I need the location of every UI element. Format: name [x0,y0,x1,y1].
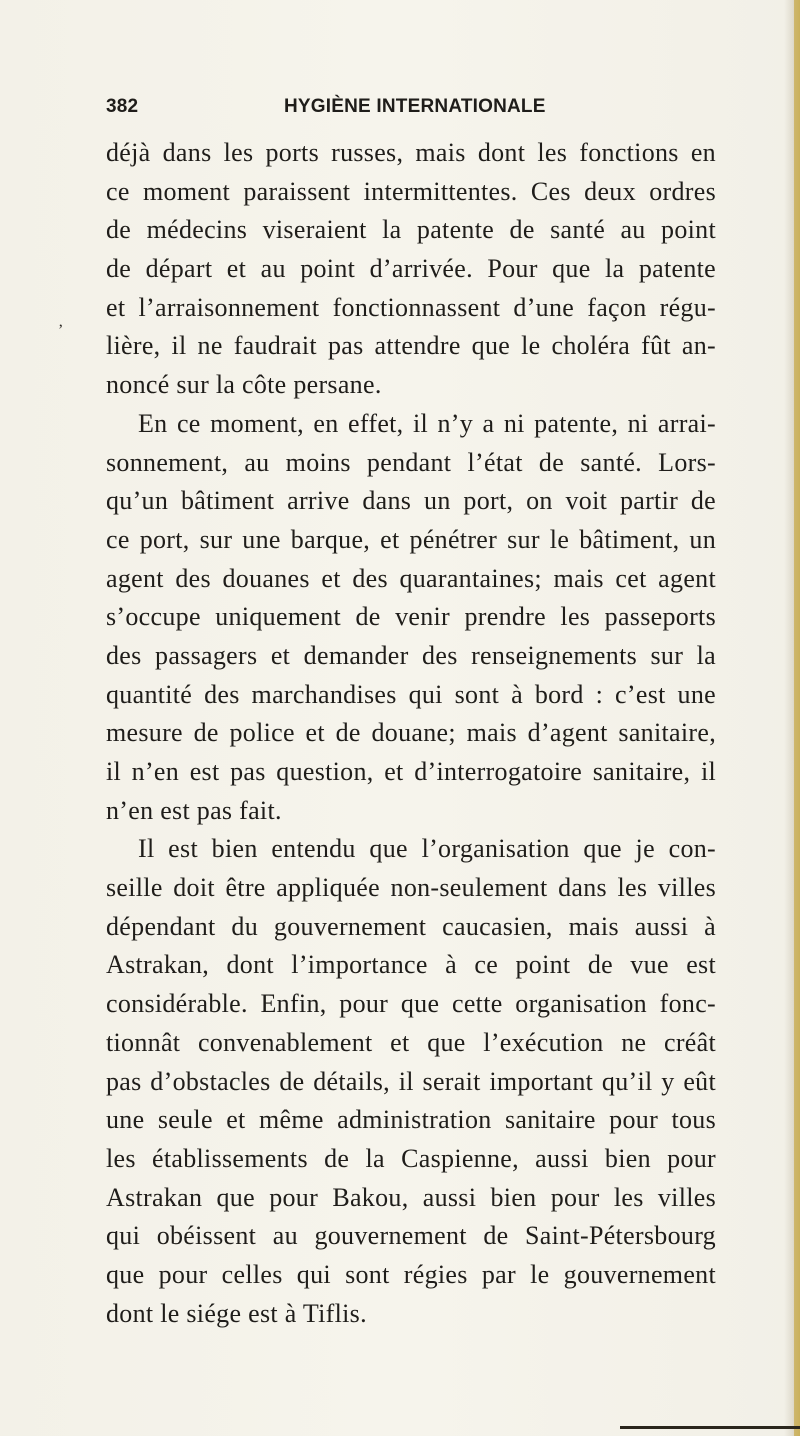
text-line: déjà dans les ports russes, mais dont les fonctions en [106,138,716,167]
text-line: et l’arraisonnement fonctionnassent d’une façon régu- [106,292,716,322]
margin-mark: ʼ [58,322,64,339]
text-line: que pour celles qui sont régies par le gouvernement [106,1259,716,1289]
text-line: dépendant du gouvernement caucasien, mais aussi à [106,911,716,941]
text-line: n’en est pas fait. [106,795,282,825]
text-line: Astrakan, dont l’importance à ce point de vue est [106,950,716,980]
text-line: une seule et même administration sanitaire pour tous [106,1105,716,1135]
running-head [106,96,716,126]
text-line: sonnement, au moins pendant l’état de santé. Lors- [106,447,716,477]
text-line: dont le siége est à Tiflis. [106,1298,367,1328]
text-line: tionnât convenablement et que l’exécution ne créât [106,1027,716,1057]
text-line: quantité des marchandises qui sont à bord : c’est une [106,679,716,709]
text-line: lière, il ne faudrait pas attendre que le choléra fût an- [106,331,716,361]
text-line: de médecins viseraient la patente de santé au point [106,215,716,245]
body-text [106,134,716,1333]
text-line: noncé sur la côte persane. [106,370,382,400]
page-number: 382 [106,96,139,117]
paragraph-start-line: Il est bien entendu que l’organisation que je con- [138,834,716,864]
paragraph-start-line: En ce moment, en effet, il n’y a ni patente, ni arrai- [138,408,716,438]
text-line: agent des douanes et des quarantaines; mais cet agent [106,563,716,593]
text-line: s’occupe uniquement de venir prendre les passeports [106,602,716,632]
page-edge [794,0,800,1436]
text-line: seille doit être appliquée non-seulement dans les villes [106,873,716,903]
text-line: considérable. Enfin, pour que cette organisation fonc- [106,989,716,1019]
text-line: pas d’obstacles de détails, il serait important qu’il y eût [106,1066,716,1096]
text-line: ce moment paraissent intermittentes. Ces deux ordres [106,176,716,206]
text-line: de départ et au point d’arrivée. Pour que la patente [106,254,716,284]
text-line: ce port, sur une barque, et pénétrer sur le bâtiment, un [106,524,716,554]
text-line: qu’un bâtiment arrive dans un port, on voit partir de [106,486,716,516]
text-line: les établissements de la Caspienne, aussi bien pour [106,1143,716,1173]
text-line: Astrakan que pour Bakou, aussi bien pour les villes [106,1182,716,1212]
running-title: HYGIÈNE INTERNATIONALE [284,96,546,117]
text-line: des passagers et demander des renseignements sur la [106,640,716,670]
text-line: mesure de police et de douane; mais d’agent sanitaire, [106,718,716,748]
bottom-edge-line [620,1426,800,1429]
text-line: qui obéissent au gouvernement de Saint-Pétersbourg [106,1221,716,1251]
text-line: il n’en est pas question, et d’interrogatoire sanitaire, il [106,757,716,786]
